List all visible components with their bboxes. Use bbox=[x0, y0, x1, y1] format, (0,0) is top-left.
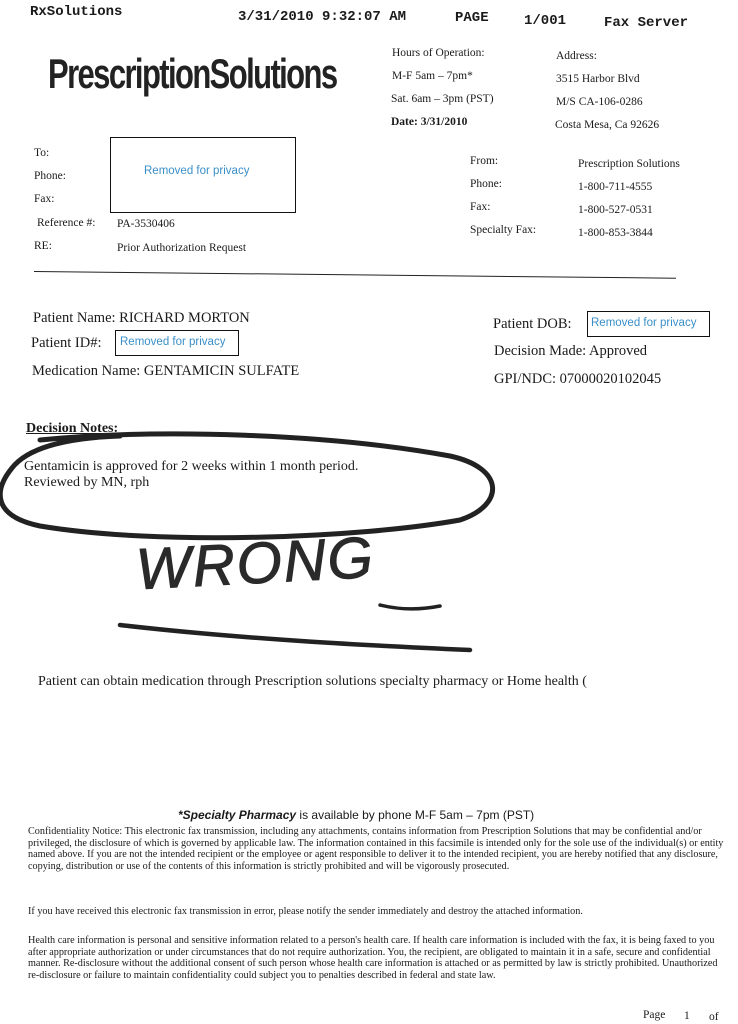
header-divider bbox=[34, 271, 676, 279]
decision-made: Decision Made: Approved bbox=[494, 343, 648, 359]
hand-drawn-circle bbox=[0, 434, 492, 538]
from-fax-label: Fax: bbox=[470, 201, 491, 213]
fax-page-value: 1/001 bbox=[524, 13, 567, 29]
fax-date: Date: 3/31/2010 bbox=[391, 116, 468, 128]
to-label: To: bbox=[34, 147, 50, 159]
footer-page-of: of bbox=[709, 1011, 719, 1023]
specialty-fax-label: Specialty Fax: bbox=[470, 224, 537, 236]
fax-page-label: PAGE bbox=[455, 10, 489, 26]
error-notice bbox=[28, 906, 728, 918]
specialty-pharmacy-rest: is available by phone M-F 5am – 7pm (PST) bbox=[296, 808, 535, 822]
patient-id-label: Patient ID#: bbox=[31, 335, 102, 351]
confidentiality-notice bbox=[28, 826, 728, 872]
address-line1: 3515 Harbor Blvd bbox=[556, 73, 640, 85]
recipient-redaction-box bbox=[110, 137, 296, 213]
from-fax-value: 1-800-527-0531 bbox=[578, 204, 653, 216]
decision-notes-line2: Reviewed by MN, rph bbox=[24, 475, 150, 490]
re-label: RE: bbox=[34, 240, 52, 252]
recipient-fax-label: Fax: bbox=[34, 193, 55, 205]
medication-availability-text: Patient can obtain medication through Prescription solutions specialty pharmacy or Home health ( bbox=[38, 674, 587, 689]
patient-dob-label: Patient DOB: bbox=[493, 316, 572, 332]
fax-server: Fax Server bbox=[604, 15, 689, 31]
fax-sender: RxSolutions bbox=[30, 4, 123, 20]
address-label: Address: bbox=[556, 50, 597, 62]
fax-datetime: 3/31/2010 9:32:07 AM bbox=[238, 9, 407, 25]
specialty-pharmacy-bold: *Specialty Pharmacy bbox=[178, 808, 297, 822]
patient-dob-redaction-box bbox=[587, 311, 710, 337]
error-notice-text: If you have received this electronic fax transmission in error, please notify the sender immediately and destroy the attached information. bbox=[28, 906, 583, 917]
patient-id-redacted: Removed for privacy bbox=[120, 336, 226, 348]
gpi-ndc: GPI/NDC: 07000020102045 bbox=[494, 371, 662, 387]
address-line2: M/S CA-106-0286 bbox=[556, 96, 643, 108]
hand-drawn-tail bbox=[380, 605, 440, 609]
from-value: Prescription Solutions bbox=[578, 158, 680, 170]
recipient-phone-label: Phone: bbox=[34, 170, 66, 182]
from-label: From: bbox=[470, 155, 499, 167]
decision-notes-heading: Decision Notes: bbox=[26, 421, 119, 436]
address-line3: Costa Mesa, Ca 92626 bbox=[555, 119, 660, 131]
specialty-fax-value: 1-800-853-3844 bbox=[578, 227, 653, 239]
reference-value: PA-3530406 bbox=[117, 218, 175, 230]
recipient-redacted: Removed for privacy bbox=[144, 165, 250, 177]
patient-id-redaction-box bbox=[115, 330, 239, 356]
from-phone-label: Phone: bbox=[470, 178, 502, 190]
health-info-notice bbox=[28, 935, 728, 981]
from-phone-value: 1-800-711-4555 bbox=[578, 181, 653, 193]
specialty-pharmacy-line bbox=[178, 808, 534, 822]
decision-notes-line1: Gentamicin is approved for 2 weeks within 1 month period. bbox=[24, 459, 359, 474]
footer-page-label: Page bbox=[643, 1009, 666, 1021]
handwritten-wrong: WRONG bbox=[134, 524, 377, 603]
re-value: Prior Authorization Request bbox=[117, 242, 247, 254]
patient-name: Patient Name: RICHARD MORTON bbox=[33, 310, 250, 326]
confidentiality-text: Confidentiality Notice: This electronic fax transmission, including any attachments, contains information from Prescription Solutions that may be confidential and/or privileged, the disclosure of which is governed by applicable law. The information contained in this facsimile is intended only for the sole use of the individual(s) or entity named above. If you are not the intended recipient or the employee or agent responsible to deliver it to the intended recipient, you are hereby notified that any disclosure, copying, distribution or use of the contents of this information is strictly prohibited and will be vigorously prosecuted. bbox=[28, 826, 724, 872]
footer-page-number: 1 bbox=[684, 1010, 690, 1022]
hours-weekday: M-F 5am – 7pm* bbox=[392, 70, 473, 82]
hand-drawn-underline bbox=[120, 625, 470, 650]
patient-dob-redacted: Removed for privacy bbox=[591, 317, 697, 329]
medication-name: Medication Name: GENTAMICIN SULFATE bbox=[32, 363, 300, 379]
reference-label: Reference #: bbox=[37, 217, 96, 229]
health-info-text: Health care information is personal and sensitive information related to a person's health care. If health care information is included with the fax, it is being faxed to you after appropriate authorization or under circumstances that do not require authorization. You, the recipient, are obligated to maintain it in a safe, secure and confidential manner. Re-disclosure without the additional consent of such person whose health care information is attached or as permitted by law is strictly prohibited. Unauthorized re-disclosure or failure to maintain confidentiality could subject you to penalties described in federal and state law. bbox=[28, 935, 718, 981]
hours-label: Hours of Operation: bbox=[392, 47, 485, 59]
hours-saturday: Sat. 6am – 3pm (PST) bbox=[391, 93, 494, 105]
company-logo: PrescriptionSolutions bbox=[48, 50, 337, 98]
